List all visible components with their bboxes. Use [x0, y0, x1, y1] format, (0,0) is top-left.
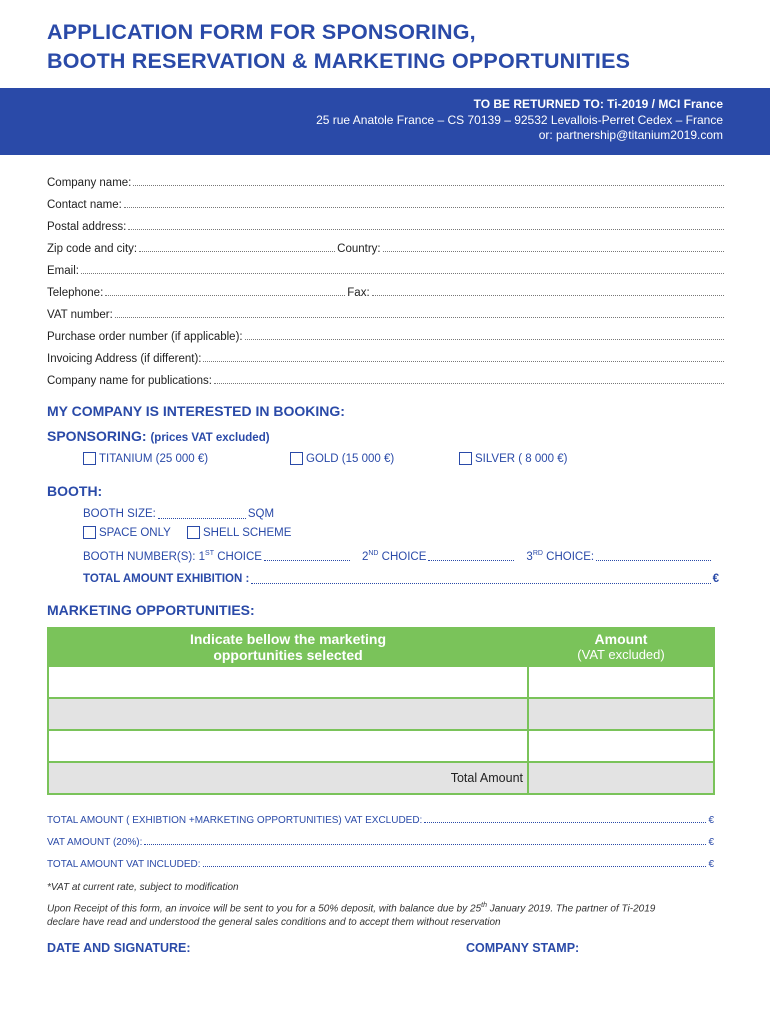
silver-checkbox[interactable]	[459, 452, 472, 465]
sponsoring-note: (prices VAT excluded)	[150, 432, 270, 444]
total-vat-excluded-line[interactable]	[424, 822, 706, 823]
email-field[interactable]	[47, 261, 724, 277]
postal-address-line[interactable]	[128, 229, 724, 230]
contact-name-field[interactable]	[47, 195, 724, 211]
titanium-checkbox[interactable]	[83, 452, 96, 465]
second-choice-label: 2ND CHOICE	[361, 549, 427, 563]
gold-label: GOLD (15 000 €)	[306, 452, 395, 465]
zip-city-label: Zip code and city:	[47, 243, 138, 255]
total-vat-included-label: TOTAL AMOUNT VAT INCLUDED:	[47, 859, 201, 870]
company-name-publications-line[interactable]	[214, 383, 724, 384]
title-line-1: APPLICATION FORM FOR SPONSORING,	[47, 20, 476, 44]
invoicing-address-label: Invoicing Address (if different):	[47, 353, 202, 365]
marketing-table	[47, 627, 715, 795]
titanium-option[interactable]	[83, 452, 208, 465]
telephone-line[interactable]	[105, 295, 345, 296]
total-vat-included-row	[47, 856, 714, 870]
invoicing-address-line[interactable]	[203, 361, 724, 362]
total-vat-excluded-label: TOTAL AMOUNT ( EXHIBTION +MARKETING OPPORTUNITIES) VAT EXCLUDED:	[47, 815, 423, 826]
booth-size-label: BOOTH SIZE:	[83, 508, 156, 520]
total-amount-cell[interactable]	[528, 762, 714, 794]
return-address-banner	[0, 88, 770, 155]
total-exhibition-currency: €	[712, 573, 719, 585]
sponsoring-heading	[47, 428, 270, 444]
marketing-item-cell[interactable]	[48, 666, 528, 698]
booth-numbers-row	[83, 548, 713, 564]
receipt-note-line2: declare have read and understood the general sales conditions and to accept them without reservation	[47, 917, 501, 929]
contact-name-label: Contact name:	[47, 199, 122, 211]
marketing-amount-cell[interactable]	[528, 698, 714, 730]
email-label: Email:	[47, 265, 79, 277]
vat-number-label: VAT number:	[47, 309, 113, 321]
booth-size-unit: SQM	[247, 508, 275, 520]
amount-header-sub: (VAT excluded)	[577, 647, 665, 662]
title-line-2: BOOTH RESERVATION & MARKETING OPPORTUNITIES	[47, 49, 631, 73]
purchase-order-line[interactable]	[245, 339, 724, 340]
email-line[interactable]	[81, 273, 724, 274]
vat-amount-label: VAT AMOUNT (20%):	[47, 837, 143, 848]
booth-heading: BOOTH:	[47, 483, 103, 499]
second-choice-line[interactable]	[428, 560, 514, 561]
vat-amount-line[interactable]	[144, 844, 706, 845]
marketing-item-cell[interactable]	[48, 730, 528, 762]
contact-name-line[interactable]	[124, 207, 724, 208]
marketing-heading: MARKETING OPPORTUNITIES:	[47, 602, 255, 618]
total-exhibition-row	[83, 571, 719, 587]
total-exhibition-label: TOTAL AMOUNT EXHIBITION :	[83, 573, 250, 585]
shell-scheme-label: SHELL SCHEME	[203, 526, 292, 539]
titanium-label: TITANIUM (25 000 €)	[99, 452, 209, 465]
table-row	[48, 730, 714, 762]
company-name-publications-label: Company name for publications:	[47, 375, 212, 387]
gold-option[interactable]	[290, 452, 394, 465]
marketing-amount-cell[interactable]	[528, 730, 714, 762]
silver-option[interactable]	[459, 452, 567, 465]
company-name-label: Company name:	[47, 177, 132, 189]
table-row	[48, 698, 714, 730]
total-amount-row	[48, 762, 714, 794]
space-only-option[interactable]	[83, 526, 171, 539]
postal-address-label: Postal address:	[47, 221, 127, 233]
total-amount-label: Total Amount	[48, 762, 528, 794]
marketing-table-header	[48, 628, 714, 666]
shell-scheme-checkbox[interactable]	[187, 526, 200, 539]
vat-amount-row	[47, 834, 714, 848]
booth-size-row	[83, 506, 274, 522]
zip-city-line[interactable]	[139, 251, 335, 252]
silver-label: SILVER ( 8 000 €)	[475, 452, 568, 465]
purchase-order-field[interactable]	[47, 327, 724, 343]
amount-header-title: Amount	[594, 631, 648, 647]
vat-amount-currency: €	[708, 837, 714, 848]
third-choice-label: 3RD CHOICE:	[526, 549, 595, 563]
zip-country-field[interactable]	[47, 239, 724, 255]
telephone-label: Telephone:	[47, 287, 104, 299]
company-name-field[interactable]	[47, 173, 724, 189]
first-choice-line[interactable]	[264, 560, 350, 561]
fax-line[interactable]	[372, 295, 724, 296]
total-vat-excluded-currency: €	[708, 815, 714, 826]
purchase-order-label: Purchase order number (if applicable):	[47, 331, 243, 343]
receipt-note	[47, 899, 727, 930]
vat-number-line[interactable]	[115, 317, 724, 318]
receipt-note-line1: Upon Receipt of this form, an invoice will be sent to you for a 50% deposit, with balance due by 25th January 2019. The partner of Ti-2019	[47, 902, 656, 915]
company-name-line[interactable]	[133, 185, 724, 186]
amount-col-header	[528, 628, 714, 666]
return-address: 25 rue Anatole France – CS 70139 – 92532 Levallois-Perret Cedex – France	[316, 112, 723, 127]
total-exhibition-line[interactable]	[251, 583, 710, 584]
telephone-fax-field[interactable]	[47, 283, 724, 299]
total-vat-included-line[interactable]	[203, 866, 707, 867]
country-label: Country:	[337, 243, 381, 255]
vat-number-field[interactable]	[47, 305, 724, 321]
page-title	[47, 18, 630, 76]
space-only-checkbox[interactable]	[83, 526, 96, 539]
total-vat-excluded-row	[47, 812, 714, 826]
vat-note: *VAT at current rate, subject to modification	[47, 882, 239, 893]
fax-label: Fax:	[347, 287, 370, 299]
booth-size-line[interactable]	[158, 518, 246, 519]
marketing-amount-cell[interactable]	[528, 666, 714, 698]
space-only-label: SPACE ONLY	[99, 526, 171, 539]
total-vat-included-currency: €	[708, 859, 714, 870]
country-line[interactable]	[383, 251, 724, 252]
postal-address-field[interactable]	[47, 217, 724, 233]
booth-numbers-label: BOOTH NUMBER(S): 1ST CHOICE	[83, 549, 262, 563]
partnership-email: or: partnership@titanium2019.com	[538, 128, 723, 142]
sponsoring-label: SPONSORING:	[47, 428, 147, 444]
marketing-col-header	[48, 628, 528, 666]
table-row	[48, 666, 714, 698]
third-choice-line[interactable]	[596, 560, 711, 561]
marketing-col-header-line2: opportunities selected	[213, 647, 363, 663]
marketing-col-header-line1: Indicate bellow the marketing	[189, 631, 387, 647]
booking-heading: MY COMPANY IS INTERESTED IN BOOKING:	[47, 403, 345, 419]
company-stamp-label: COMPANY STAMP:	[466, 941, 580, 955]
company-name-publications-field[interactable]	[47, 371, 724, 387]
gold-checkbox[interactable]	[290, 452, 303, 465]
shell-scheme-option[interactable]	[187, 526, 291, 539]
date-signature-label: DATE AND SIGNATURE:	[47, 941, 191, 955]
return-to-label: TO BE RETURNED TO: Ti-2019 / MCI France	[473, 97, 723, 111]
marketing-item-cell[interactable]	[48, 698, 528, 730]
invoicing-address-field[interactable]	[47, 349, 724, 365]
